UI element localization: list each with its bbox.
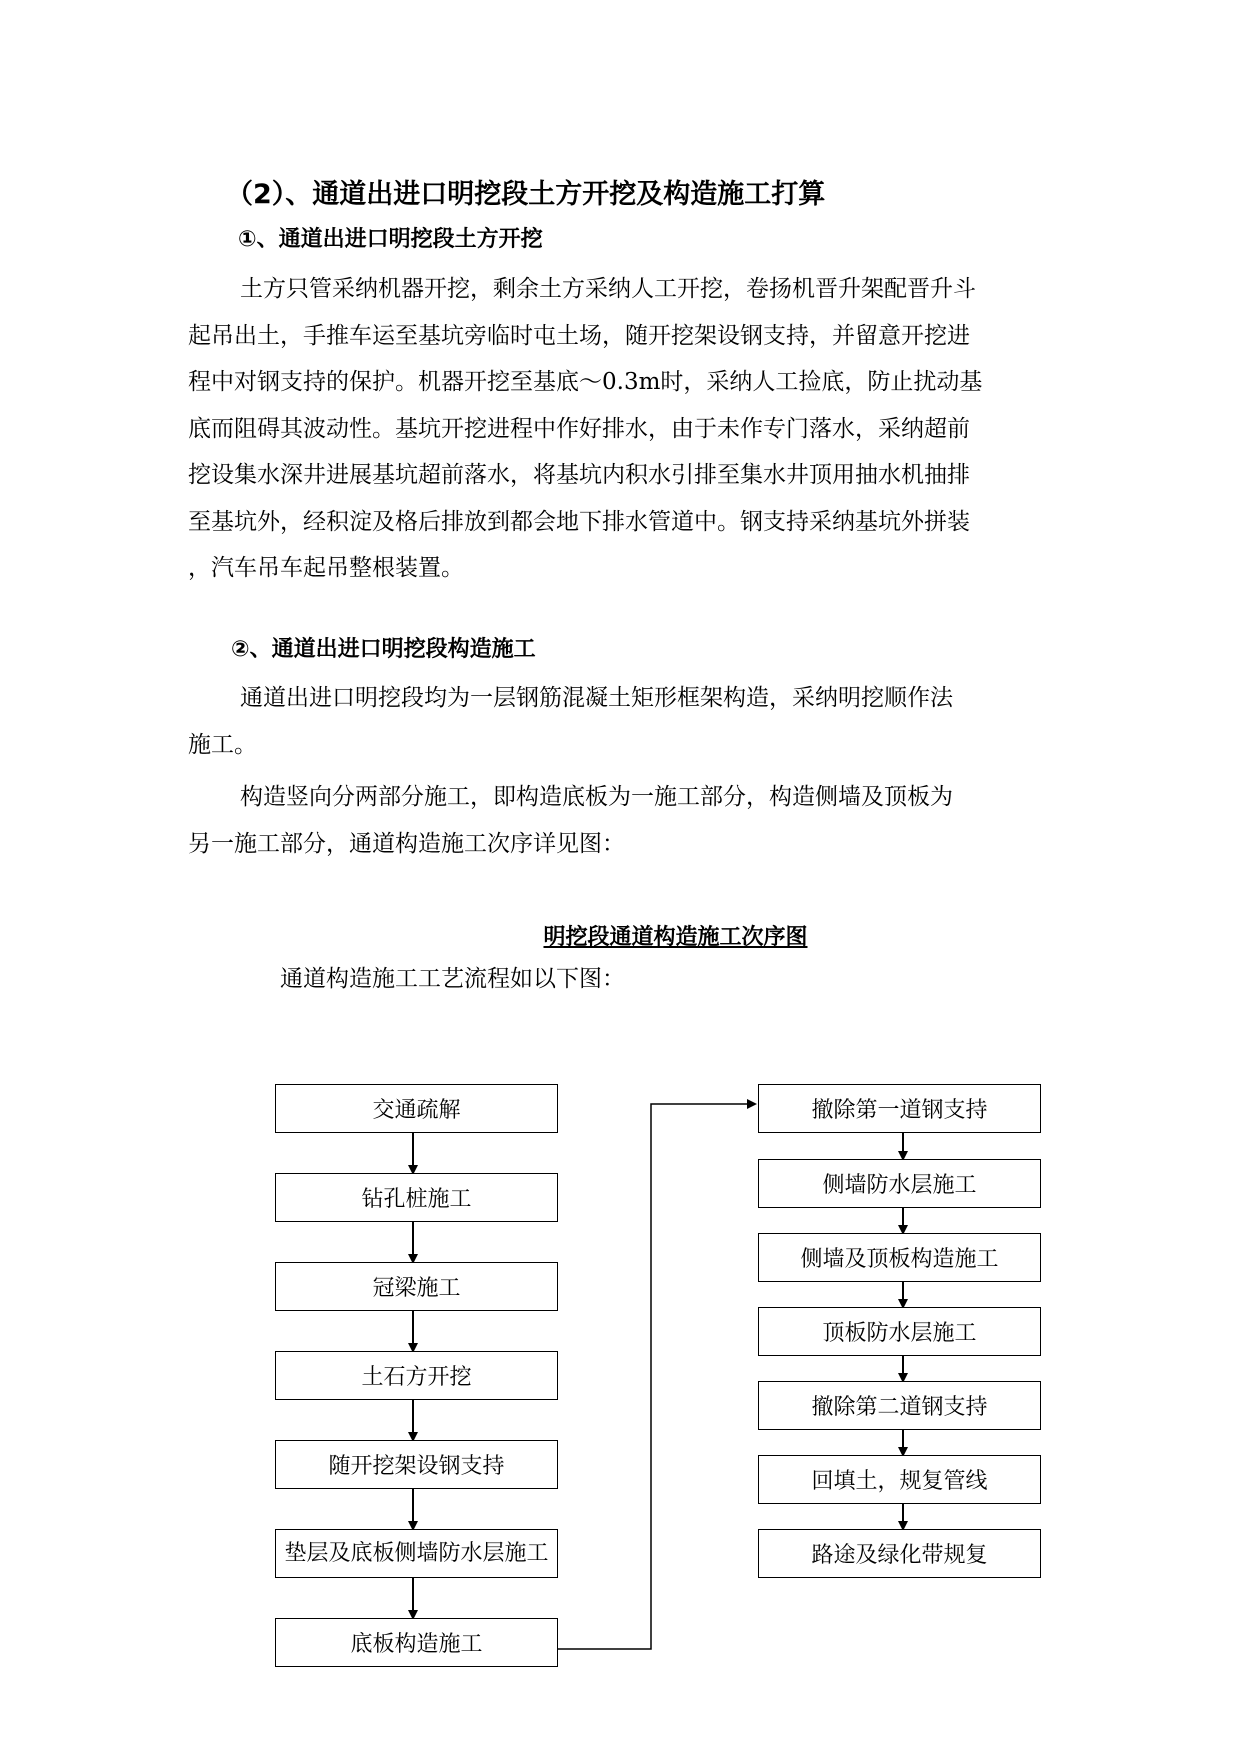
flow-connector-cross (558, 1104, 755, 1649)
flow-step-sidewall-waterproof: 侧墙防水层施工 (758, 1159, 1041, 1208)
paragraph-line: 土方只管采纳机器开挖，剩余土方采纳人工开挖，卷扬机晋升架配晋升斗 (240, 276, 976, 302)
paragraph-line: 施工。 (188, 731, 257, 758)
flow-step-excavation: 土石方开挖 (275, 1351, 558, 1400)
paragraph-line: 构造竖向分两部分施工，即构造底板为一施工部分，构造侧墙及顶板为 (240, 784, 953, 810)
flow-step-traffic-diversion: 交通疏解 (275, 1084, 558, 1133)
flow-step-sidewall-roof: 侧墙及顶板构造施工 (758, 1233, 1041, 1282)
figure-caption-text: 明挖段通道构造施工次序图 (543, 925, 808, 950)
flow-step-steel-support: 随开挖架设钢支持 (275, 1440, 558, 1489)
flow-step-crown-beam: 冠梁施工 (275, 1262, 558, 1311)
paragraph-line: 至基坑外，经积淀及格后排放到都会地下排水管道中。钢支持采纳基坑外拼装 (188, 508, 970, 535)
paragraph-line: 通道出进口明挖段均为一层钢筋混凝土矩形框架构造，采纳明挖顺作法 (240, 685, 953, 711)
flowchart-intro: 通道构造施工工艺流程如以下图： (280, 966, 625, 992)
paragraph-line: 程中对钢支持的保护。机器开挖至基底～0.3m时，采纳人工捡底，防止扰动基 (188, 369, 983, 395)
paragraph-line: 另一施工部分，通道构造施工次序详见图： (188, 830, 625, 857)
paragraph-line: 底而阻碍其波动性。基坑开挖进程中作好排水，由于未作专门落水，采纳超前 (188, 415, 970, 442)
paragraph-line: ，汽车吊车起吊整根装置。 (188, 555, 464, 581)
flow-step-backfill: 回填土，规复管线 (758, 1455, 1041, 1504)
subsection-2-title: ②、通道出进口明挖段构造施工 (231, 637, 536, 662)
flow-step-road-restore: 路途及绿化带规复 (758, 1529, 1041, 1578)
paragraph-line: 挖设集水深井进展基坑超前落水，将基坑内积水引排至集水井顶用抽水机抽排 (188, 462, 970, 488)
flow-step-remove-first-support: 撤除第一道钢支持 (758, 1084, 1041, 1133)
flow-step-roof-waterproof: 顶板防水层施工 (758, 1307, 1041, 1356)
flow-step-remove-second-support: 撤除第二道钢支持 (758, 1381, 1041, 1430)
flow-step-cushion-waterproof: 垫层及底板侧墙防水层施工 (275, 1529, 558, 1578)
paragraph-line: 起吊出土，手推车运至基坑旁临时屯土场，随开挖架设钢支持，并留意开挖进 (188, 322, 970, 349)
flow-step-base-slab: 底板构造施工 (275, 1618, 558, 1667)
flow-step-bored-pile: 钻孔桩施工 (275, 1173, 558, 1222)
subsection-1-title: ①、通道出进口明挖段土方开挖 (238, 227, 543, 252)
section-title: （2）、通道出进口明挖段土方开挖及构造施工打算 (226, 179, 826, 210)
